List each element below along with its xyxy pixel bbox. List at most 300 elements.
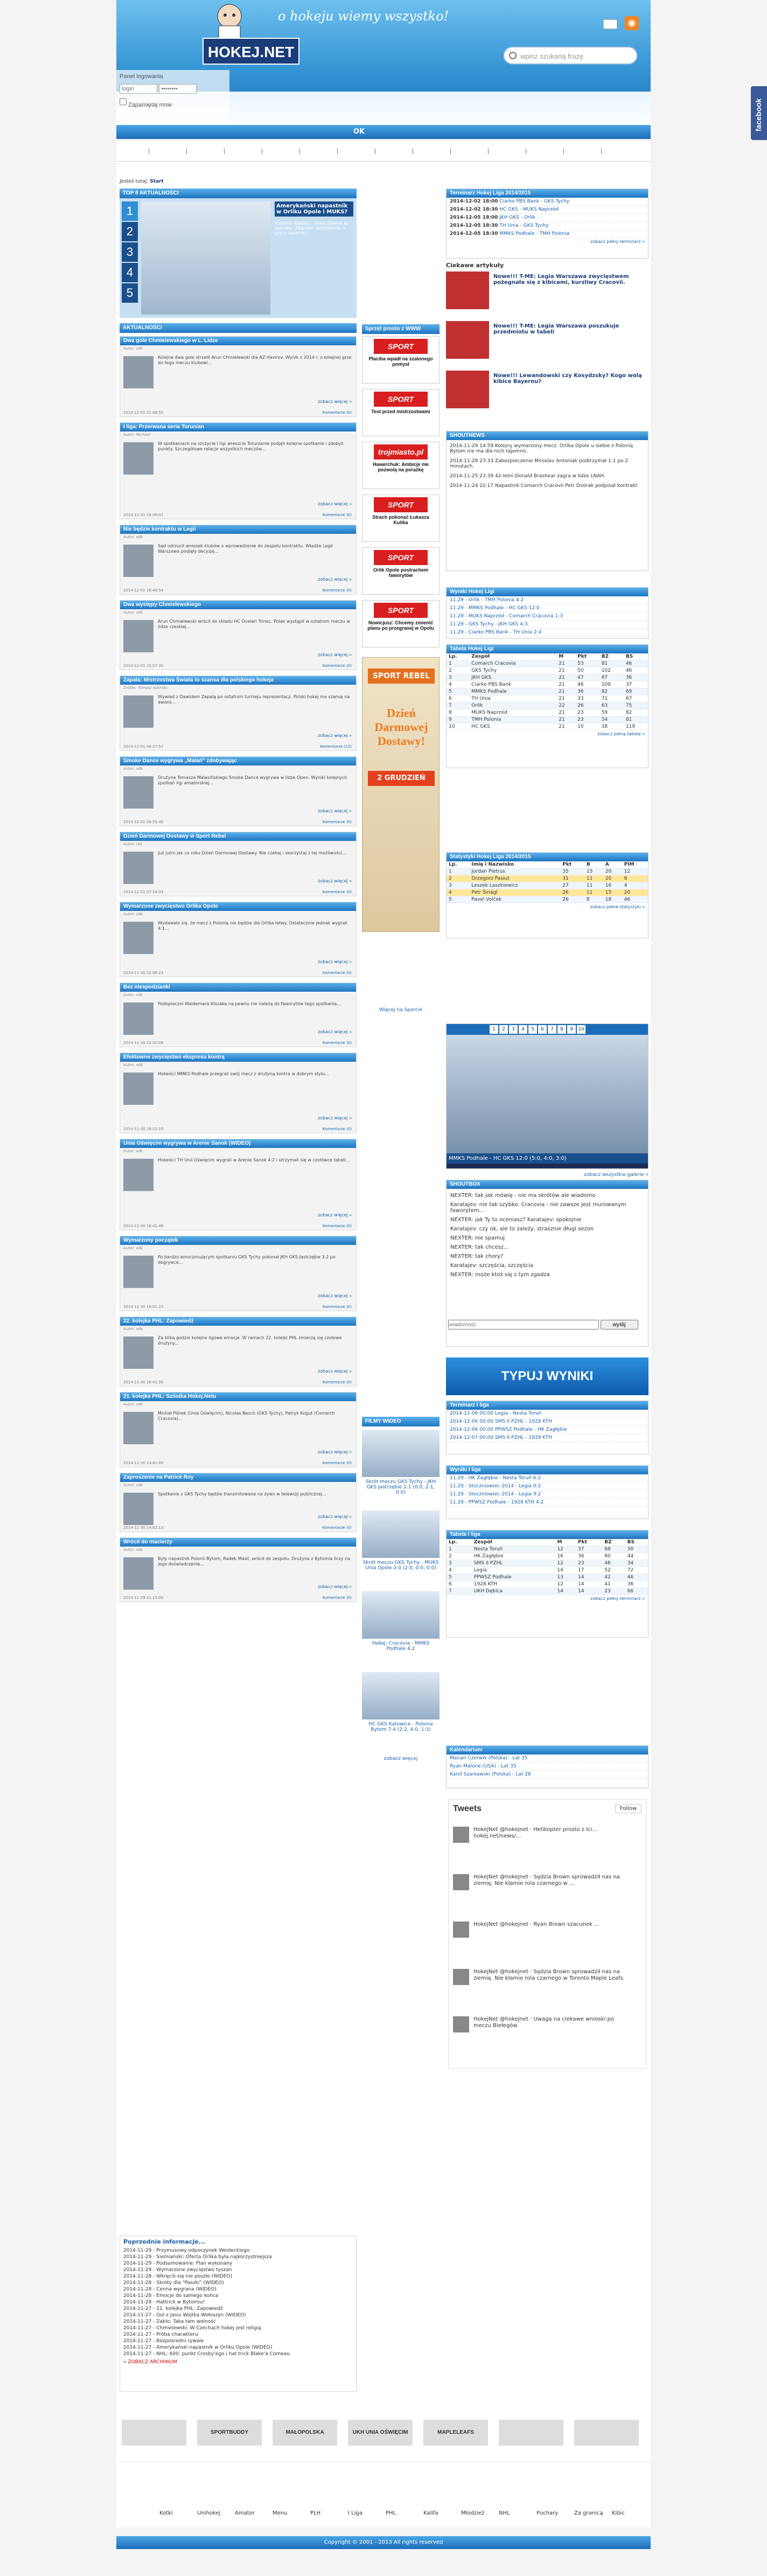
footer-nav-item[interactable]: Kalifa bbox=[423, 2510, 438, 2516]
news-comments-link[interactable]: Komentarze (0) bbox=[322, 1526, 352, 1530]
l1-result-row[interactable]: 11.29 - Stoczniowiec 2014 - Legia 9:2 bbox=[447, 1491, 648, 1499]
schedule-row[interactable] bbox=[447, 230, 648, 238]
remember-checkbox[interactable] bbox=[120, 97, 127, 107]
more-videos-link[interactable]: zobacz więcej bbox=[384, 1756, 418, 1762]
news-date: 2014-12-01 06:55:40 bbox=[123, 820, 164, 824]
news-comments-link[interactable]: Komentarze (0) bbox=[322, 664, 352, 668]
news-comments-link[interactable]: Komentarze (0) bbox=[322, 1127, 352, 1131]
archive-item[interactable]: 2014-11-28 - Cenna wygrana (WIDEO) bbox=[123, 2287, 217, 2292]
scorer-row[interactable] bbox=[447, 896, 648, 903]
result-row[interactable]: 11.29 - MMKS Podhale - HC GKS 12:0 bbox=[447, 604, 648, 612]
news-footer bbox=[123, 1461, 352, 1465]
table-cell: 41 bbox=[602, 1581, 625, 1588]
news-meta: Autor: xdk bbox=[123, 1548, 143, 1552]
tweet-avatar[interactable] bbox=[453, 1827, 469, 1843]
schedule-date: 2014-12-05 18:30 bbox=[450, 231, 498, 236]
news-title[interactable]: Dzień Darmowej Dostawy w Sport Rebel bbox=[120, 832, 356, 841]
full-table-link[interactable]: zobacz pełną tabelę » bbox=[597, 732, 645, 736]
table-row[interactable] bbox=[447, 709, 648, 716]
password-field[interactable] bbox=[159, 84, 197, 94]
table-cell: 69 bbox=[624, 688, 648, 695]
table-cell: 34 bbox=[625, 1560, 648, 1567]
news-comments-link[interactable]: Komentarze (0) bbox=[322, 820, 352, 824]
news-title[interactable]: Wymarzone zwycięstwo Orlika Opole bbox=[120, 902, 356, 911]
calendar-row[interactable]: Karol Szaniawski (Polska) - Lat 28 bbox=[447, 1771, 648, 1779]
news-title[interactable]: Dwa gole Chmielewskiego w L. Lidze bbox=[120, 337, 356, 345]
article-thumbnail[interactable] bbox=[446, 371, 489, 408]
ad-tile[interactable] bbox=[362, 600, 440, 648]
news-title[interactable]: Wrócił do macierzy bbox=[120, 1538, 356, 1547]
ad-tile[interactable] bbox=[362, 336, 440, 384]
news-thumbnail[interactable] bbox=[123, 545, 154, 577]
l1-result-row[interactable]: 11.29 - PPWSZ Podhale - 1928 KTH 4:2 bbox=[447, 1499, 648, 1507]
login-ok-button[interactable]: OK bbox=[353, 128, 365, 136]
news-title[interactable]: I liga: Przerwana seria Torunian bbox=[120, 423, 356, 431]
l1-schedule-row[interactable]: 2014-12-06 00:00 Legia - Nesta Toruń bbox=[447, 1410, 648, 1418]
table-cell: 30 bbox=[625, 1546, 648, 1553]
ad-tile[interactable] bbox=[362, 495, 440, 542]
calendar-list bbox=[447, 1755, 648, 1779]
news-comments-link[interactable]: Komentarze (0) bbox=[322, 1224, 352, 1228]
news-thumbnail[interactable] bbox=[123, 852, 154, 884]
news-more-link[interactable]: zobacz więcej » bbox=[318, 1116, 352, 1120]
footer-nav-item[interactable]: PHL bbox=[386, 2510, 396, 2516]
tweet[interactable] bbox=[453, 1921, 642, 1965]
footer-nav-item[interactable]: Za granicą bbox=[574, 2510, 603, 2516]
news-date: 2014-12-01 08:37:57 bbox=[123, 744, 164, 749]
breadcrumb-current[interactable]: Start bbox=[150, 179, 164, 184]
partner-logo[interactable] bbox=[574, 2420, 639, 2446]
table-cell: 46 bbox=[624, 660, 648, 667]
partner-logo[interactable]: MAŁOPOLSKA bbox=[273, 2420, 337, 2446]
archive-item[interactable]: 2014-11-27 - 21. kolejka PHL: Zapowiedź bbox=[123, 2306, 223, 2312]
table-cell: 8 bbox=[584, 896, 603, 903]
table-cell: 21 bbox=[556, 723, 575, 730]
scorer-row[interactable] bbox=[447, 882, 648, 889]
video-caption[interactable]: Skrót meczu GKS Tychy - MUKS Unia Opole 2:0 (2:0, 0:0, 0:0) bbox=[362, 1560, 439, 1571]
l1-table-row[interactable] bbox=[447, 1567, 648, 1574]
promo-headline: Dzień Darmowej Dostawy! bbox=[374, 706, 428, 748]
table-row[interactable] bbox=[447, 702, 648, 709]
l1-schedule-row[interactable]: 2014-12-07 00:00 SMS II PZHL - 1928 KTH bbox=[447, 1434, 648, 1442]
archive-item[interactable]: 2014-11-27 - NHL: 600. punkt Crosby'ego i hat trick Blake'a Comeau bbox=[123, 2351, 290, 2357]
news-title[interactable]: Smoke Dance wygrywa „Malań” zdobywając bbox=[120, 757, 356, 765]
table-cell: 75 bbox=[624, 702, 648, 709]
footer-nav-item[interactable]: Menu bbox=[273, 2510, 288, 2516]
table-cell: 26 bbox=[575, 702, 599, 709]
archive-item[interactable]: 2014-11-29 - Podsumowanie: Plan wykonany bbox=[123, 2261, 233, 2266]
news-comments-link[interactable]: Komentarze (0) bbox=[322, 890, 352, 894]
news-comments-link[interactable]: Komentarze (0) bbox=[322, 513, 352, 517]
archive-list bbox=[120, 2247, 356, 2357]
news-more-link[interactable]: zobacz więcej » bbox=[318, 733, 352, 738]
table-cell: 81 bbox=[599, 660, 624, 667]
news-title[interactable]: Wymarzony początek bbox=[120, 1236, 356, 1245]
l1-table-row[interactable] bbox=[447, 1553, 648, 1560]
news-comments-link[interactable]: Komentarze (0) bbox=[322, 1596, 352, 1600]
shoutnews-item[interactable]: 2014-11-29 14:59 Kolejny wymarzony mecz. Orlika Opole u siebie z Polonią Bytom nie ma dla nich tajemnic. bbox=[450, 443, 633, 454]
shoutnews-item[interactable]: 2014-11-25 23:39 42-letni Donald Brashear zagra w lidze LNAH. bbox=[450, 474, 605, 479]
news-title[interactable]: Nie będzie kontraktu w Legii bbox=[120, 525, 356, 534]
news-comments-link[interactable]: Komentarze (0) bbox=[322, 1461, 352, 1465]
tweet[interactable] bbox=[453, 2016, 642, 2059]
video-caption[interactable]: Skrót meczu GKS Tychy - JKH GKS Jastrzębie 2:1 (0:0, 2:1, 0:0) bbox=[365, 1479, 436, 1495]
news-more-link[interactable]: zobacz więcej » bbox=[318, 1514, 352, 1519]
table-row[interactable] bbox=[447, 688, 648, 695]
tweet-text: HokejNet @hokejnet · Uwaga na ciekawe wnioski po meczu Biełegów bbox=[473, 2016, 614, 2029]
partner-logo[interactable] bbox=[499, 2420, 563, 2446]
news-date: 2014-11-30 14:41:00 bbox=[123, 1461, 164, 1465]
table-row[interactable] bbox=[447, 681, 648, 688]
news-thumbnail[interactable] bbox=[123, 1256, 154, 1288]
table-cell: 3 bbox=[447, 674, 469, 681]
l1-schedule-row[interactable]: 2014-12-06 00:00 PPWSZ Podhale - HK Zagłębie bbox=[447, 1426, 648, 1434]
tweet-avatar[interactable] bbox=[453, 1874, 469, 1890]
l1-table-row[interactable] bbox=[447, 1581, 648, 1588]
archive-item[interactable]: 2014-11-29 - Siemiański: Oferta Orlika była najkorzystniejsza bbox=[123, 2254, 272, 2260]
promo-banner[interactable] bbox=[362, 657, 440, 932]
table-cell: 46 bbox=[622, 896, 648, 903]
news-item bbox=[120, 902, 357, 977]
news-title[interactable]: Dwa występy Chmielewskiego bbox=[120, 601, 356, 609]
gallery-pagination bbox=[447, 1024, 648, 1035]
top8-number[interactable]: 4 bbox=[122, 263, 138, 282]
news-meta: Autor: xdk bbox=[123, 610, 143, 615]
news-meta: Autor: xdk bbox=[123, 993, 143, 997]
table-row[interactable] bbox=[447, 667, 648, 674]
calendar-row[interactable]: Ryan Malone (USA) - Lat 35 bbox=[447, 1763, 648, 1771]
top8-photo[interactable] bbox=[141, 201, 270, 315]
result-row[interactable]: 11.29 - Ciarko PBS Bank - TH Unia 2:4 bbox=[447, 629, 648, 637]
table-cell: 50 bbox=[575, 667, 599, 674]
result-row[interactable]: 11.29 - Orlik - TMH Polonia 4:2 bbox=[447, 596, 648, 604]
table-row[interactable] bbox=[447, 695, 648, 702]
l1-table-row[interactable] bbox=[447, 1588, 648, 1595]
mail-icon[interactable] bbox=[603, 19, 617, 29]
news-comments-link[interactable]: Komentarze (0) bbox=[322, 1041, 352, 1045]
article-thumbnail[interactable] bbox=[446, 271, 489, 309]
news-footer bbox=[123, 513, 352, 517]
shoutbox-input[interactable] bbox=[448, 1320, 599, 1329]
news-thumbnail[interactable] bbox=[123, 776, 154, 809]
article-link[interactable]: Nowe!!! T-ME: Legia Warszawa zwycięstwem pożegnała się z kibicami, kurzliwy Cracovii. bbox=[493, 274, 629, 286]
footer-nav-item[interactable]: I Liga bbox=[348, 2510, 362, 2516]
news-thumbnail[interactable] bbox=[123, 1412, 154, 1444]
news-date: 2014-11-30 18:52:19 bbox=[123, 1127, 164, 1131]
table-row[interactable] bbox=[447, 716, 648, 723]
archive-item[interactable]: 2014-11-27 - Amerykański napastnik w Orliku Opole (WIDEO) bbox=[123, 2345, 273, 2350]
table-cell: 71 bbox=[599, 695, 624, 702]
top8-number[interactable]: 3 bbox=[122, 242, 138, 262]
news-item bbox=[120, 1236, 357, 1311]
l1-result-row[interactable]: 11.29 - HK Zagłębie - Nesta Toruń 6:2 bbox=[447, 1474, 648, 1482]
schedule-row[interactable] bbox=[447, 222, 648, 230]
table-row[interactable] bbox=[447, 723, 648, 730]
footer-nav-item[interactable]: Puchary bbox=[536, 2510, 559, 2516]
news-date: 2014-12-01 18:46:54 bbox=[123, 588, 164, 593]
gallery-page[interactable]: 5 bbox=[528, 1025, 537, 1034]
top8-number[interactable]: 2 bbox=[122, 222, 138, 241]
news-title[interactable]: 22. kolejka PHL: Zapowiedź bbox=[120, 1317, 356, 1326]
video-thumbnail[interactable] bbox=[362, 1510, 440, 1558]
schedule-date: 2014-12-05 18:00 bbox=[450, 215, 498, 220]
ad-caption: Test przed mistrzostwami bbox=[371, 409, 430, 414]
l1-table-row[interactable] bbox=[447, 1574, 648, 1581]
scorer-row[interactable] bbox=[447, 868, 648, 875]
news-more-link[interactable]: zobacz więcej » bbox=[318, 1213, 352, 1217]
footer-nav-item[interactable]: Kibic bbox=[612, 2510, 625, 2516]
table-cell: 36 bbox=[576, 1553, 602, 1560]
l1-schedule-row[interactable]: 2014-12-06 00:00 SMS II PZHL - 1928 KTH bbox=[447, 1418, 648, 1426]
footer-nav-item[interactable]: NHL bbox=[499, 2510, 510, 2516]
table-cell: 87 bbox=[599, 674, 624, 681]
footer-nav-item[interactable]: Unihokej bbox=[197, 2510, 221, 2516]
full-schedule-link[interactable]: zobacz pełny terminarz » bbox=[590, 239, 645, 244]
chat-message: NEXTER: tak chory? bbox=[450, 1254, 504, 1259]
news-more-link[interactable]: zobacz więcej » bbox=[318, 1450, 352, 1454]
news-excerpt: Hokeiści MMKS Podhale przegrali swój mecz z drużyną kontra w dobrym stylu... bbox=[158, 1071, 329, 1076]
facebook-tab[interactable] bbox=[751, 86, 767, 140]
scorer-row[interactable] bbox=[447, 875, 648, 882]
news-title[interactable]: Zaproszenie na Patrick Roy bbox=[120, 1473, 356, 1482]
schedule-row[interactable] bbox=[447, 198, 648, 206]
news-more-link[interactable]: zobacz więcej » bbox=[318, 809, 352, 813]
news-title[interactable]: Bez niespodzianki bbox=[120, 983, 356, 992]
news-more-link[interactable]: zobacz więcej » bbox=[318, 399, 352, 404]
news-thumbnail[interactable] bbox=[123, 1557, 154, 1590]
news-more-link[interactable]: zobacz więcej » bbox=[318, 577, 352, 582]
gallery-page[interactable]: 1 bbox=[490, 1025, 498, 1034]
shoutnews-item[interactable]: 2014-11-28 23:33 Zabezpieczenie Miroslav Antoniak podtrzymał 1:1 po 2 minutach. bbox=[450, 458, 629, 469]
news-thumbnail[interactable] bbox=[123, 442, 154, 475]
table-cell: 37 bbox=[624, 681, 648, 688]
archive-item[interactable]: 2014-11-28 - Hattrick w Bytomiu! bbox=[123, 2300, 205, 2305]
video-caption[interactable]: HC GKS Katowice - Polonia Bytom 7:4 (2:2, 4:0, 1:3) bbox=[368, 1722, 433, 1732]
news-date: 2014-11-30 16:01:23 bbox=[123, 1305, 164, 1309]
article-thumbnail[interactable] bbox=[446, 321, 489, 359]
site-logo[interactable]: HOKEJ.NET bbox=[203, 38, 299, 65]
news-comments-link[interactable]: Komentarze (0) bbox=[322, 1380, 352, 1384]
news-comments-link[interactable]: Komentarze (12) bbox=[320, 744, 352, 749]
news-date: 2014-11-30 14:02:13 bbox=[123, 1526, 164, 1530]
rss-icon[interactable]: ◉ bbox=[625, 16, 639, 30]
news-comments-link[interactable]: Komentarze (0) bbox=[322, 588, 352, 593]
partner-logos bbox=[116, 2413, 651, 2456]
schedule-row[interactable] bbox=[447, 206, 648, 214]
twitter-widget bbox=[448, 1799, 646, 2069]
login-field[interactable] bbox=[120, 84, 157, 94]
gallery-box bbox=[446, 1024, 649, 1169]
mid-more-link[interactable]: Więcej na Sporcie bbox=[379, 1007, 423, 1013]
scorer-row[interactable] bbox=[447, 889, 648, 896]
news-excerpt: Wywiad z Dawidem Zapalą po ostatnim turnieju reprezentacji. Polski hokej ma szansę na awans... bbox=[158, 694, 350, 705]
footer-nav bbox=[116, 2463, 651, 2528]
gallery-page[interactable]: 4 bbox=[519, 1025, 527, 1034]
news-more-link[interactable]: zobacz więcej » bbox=[318, 1584, 352, 1589]
gallery-page[interactable]: 8 bbox=[557, 1025, 566, 1034]
shoutnews-item[interactable]: 2014-11-24 22:17 Napastnik Comarch Cracovii Petr Dvorak podpisał kontrakt bbox=[450, 483, 638, 489]
l1-result-row[interactable]: 11.29 - Stoczniowiec 2014 - Legia 0:2 bbox=[447, 1482, 648, 1491]
gallery-page[interactable]: 7 bbox=[548, 1025, 556, 1034]
news-excerpt: Podopieczni Waldemara Klisiaka na pewno nie należą do faworytów tego spotkania... bbox=[158, 1001, 341, 1006]
news-comments-link[interactable]: Komentarze (0) bbox=[322, 410, 352, 415]
news-more-link[interactable]: zobacz więcej » bbox=[318, 652, 352, 657]
news-meta: Autor: xdk bbox=[123, 1327, 143, 1331]
ad-tile[interactable] bbox=[362, 547, 440, 595]
gallery-page[interactable]: 6 bbox=[538, 1025, 547, 1034]
news-more-link[interactable]: zobacz więcej » bbox=[318, 879, 352, 883]
table-row[interactable] bbox=[447, 674, 648, 681]
table-cell: 36 bbox=[625, 1581, 648, 1588]
l1-table-row[interactable] bbox=[447, 1546, 648, 1553]
ad-tile[interactable] bbox=[362, 442, 440, 489]
search-input[interactable] bbox=[503, 46, 638, 65]
news-more-link[interactable]: zobacz więcej » bbox=[318, 1369, 352, 1374]
nav-divider bbox=[224, 149, 225, 154]
partner-logo[interactable]: SPORTBUDDY bbox=[197, 2420, 262, 2446]
gallery-page[interactable]: 2 bbox=[499, 1025, 508, 1034]
table-cell: 66 bbox=[625, 1588, 648, 1595]
tweet-avatar[interactable] bbox=[453, 1921, 469, 1938]
archive-item[interactable]: 2014-11-27 - Próba charakteru bbox=[123, 2332, 198, 2337]
archive-item[interactable]: 2014-11-27 - Zaklo: Taka tam wolność bbox=[123, 2319, 216, 2324]
archive-item[interactable]: 2014-11-28 - Skróty dla "Paszki" (WIDEO) bbox=[123, 2280, 224, 2286]
calendar-row[interactable]: Marian Czerwik (Polska) - Lat 35 bbox=[447, 1755, 648, 1763]
result-row[interactable]: 11.29 - GKS Tychy - JKH GKS 4:3 bbox=[447, 621, 648, 629]
archive-item[interactable]: 2014-11-28 - Emocje do samego końca bbox=[123, 2293, 219, 2299]
news-thumbnail[interactable] bbox=[123, 695, 154, 728]
news-excerpt: Michał Piórek (Unia Oświęcim), Nicolas Besch (GKS Tychy), Patryk Kogut (Comarch Cracovia)... bbox=[158, 1411, 335, 1421]
top8-headline[interactable]: Amerykański napastnik w Orliku Opole i MUKS? bbox=[275, 201, 353, 217]
table-cell: 54 bbox=[599, 716, 624, 723]
tweet[interactable] bbox=[453, 1874, 642, 1917]
table-cell: 53 bbox=[575, 660, 599, 667]
table-cell: Grzegorz Pasiut bbox=[469, 875, 560, 882]
full-stats-link[interactable]: zobacz pełne statystyki » bbox=[590, 904, 645, 909]
archive-item[interactable]: 2014-11-29 - Przymusowy odpoczynek Weideckiego bbox=[123, 2248, 250, 2253]
table-cell: 12 bbox=[555, 1581, 576, 1588]
schedule-date: 2014-12-05 18:30 bbox=[450, 223, 498, 228]
table-row[interactable] bbox=[447, 660, 648, 667]
nav-divider bbox=[601, 149, 602, 154]
result-row[interactable]: 11.29 - MUKS Naprzód - Comarch Cracovia 1:3 bbox=[447, 612, 648, 621]
table-cell: 5 bbox=[447, 1574, 472, 1581]
gallery-page[interactable]: 9 bbox=[567, 1025, 576, 1034]
news-item bbox=[120, 1317, 357, 1387]
remember-label: Zapamiętaj mnie bbox=[128, 102, 172, 108]
news-thumbnail[interactable] bbox=[123, 1493, 154, 1525]
follow-button[interactable]: Follow bbox=[615, 1804, 642, 1813]
footer-nav-item[interactable]: Kotki bbox=[159, 2510, 173, 2516]
table-cell: 21 bbox=[556, 695, 575, 702]
table-cell: 20 bbox=[622, 889, 648, 896]
news-thumbnail[interactable] bbox=[123, 356, 154, 388]
archive-link[interactable]: » ZOBACZ ARCHIWUM bbox=[123, 2359, 178, 2365]
partner-logo[interactable]: MAPLELEAFS bbox=[423, 2420, 488, 2446]
schedule-row[interactable] bbox=[447, 214, 648, 222]
footer-nav-item[interactable]: Amator bbox=[235, 2510, 255, 2516]
table-cell: 37 bbox=[576, 1546, 602, 1553]
gallery-more-link[interactable]: zobacz wszystkie galerie » bbox=[584, 1172, 649, 1178]
table-cell: 36 bbox=[624, 674, 648, 681]
footer-nav-item[interactable]: Młodzież bbox=[461, 2510, 485, 2516]
table-cell: 46 bbox=[602, 1560, 625, 1567]
gallery-caption[interactable]: MMKS Podhale - HC GKS 12:0 (5:0, 4:0, 3:0) bbox=[447, 1153, 648, 1164]
news-title[interactable]: Zapala: Mistrzostwa Świata to szansa dla polskiego hokeja bbox=[120, 676, 356, 685]
news-footer bbox=[123, 1041, 352, 1045]
l1-schedule-title: Terminarz I liga bbox=[447, 1401, 648, 1410]
news-thumbnail[interactable] bbox=[123, 620, 154, 652]
tweet-avatar[interactable] bbox=[453, 1969, 469, 1985]
tweet[interactable] bbox=[453, 1827, 642, 1870]
ad-tile[interactable] bbox=[362, 389, 440, 436]
news-date: 2014-12-01 21:08:55 bbox=[123, 410, 164, 415]
archive-item[interactable]: 2014-11-29 - Wymarzone zwycięstwo tyszan bbox=[123, 2267, 232, 2273]
table-cell: 21 bbox=[556, 709, 575, 716]
typuj-banner[interactable]: TYPUJ WYNIKI bbox=[446, 1357, 649, 1395]
news-thumbnail[interactable] bbox=[123, 1002, 154, 1035]
table-cell: 16 bbox=[603, 882, 622, 889]
tweet-avatar[interactable] bbox=[453, 2016, 469, 2032]
footer-nav-item[interactable]: PLH bbox=[310, 2510, 321, 2516]
tweet[interactable] bbox=[453, 1969, 642, 2012]
l1-table-row[interactable] bbox=[447, 1560, 648, 1567]
table-cell: JKH GKS bbox=[469, 674, 556, 681]
table-cell: 14 bbox=[576, 1588, 602, 1595]
news-more-link[interactable]: zobacz więcej » bbox=[318, 959, 352, 964]
l1-schedule-box bbox=[446, 1401, 649, 1454]
archive-item[interactable]: 2014-11-28 - Wkręcili się nie poszło (WIDEO) bbox=[123, 2274, 232, 2279]
archive-item[interactable]: 2014-11-27 - Chmielewski: W Czechach hokej jest religią bbox=[123, 2326, 261, 2331]
archive-item[interactable]: 2014-11-27 - Bezpośredni rywale bbox=[123, 2338, 204, 2344]
video-caption[interactable]: Hokej: Cracovia - MMKS Podhale 4:2 bbox=[372, 1641, 430, 1652]
news-more-link[interactable]: zobacz więcej » bbox=[318, 502, 352, 506]
gallery-photo[interactable] bbox=[447, 1035, 648, 1153]
shoutbox-send-button[interactable]: wyślij bbox=[601, 1320, 638, 1329]
partner-logo[interactable] bbox=[122, 2420, 186, 2446]
news-thumbnail[interactable] bbox=[123, 922, 154, 954]
news-more-link[interactable]: zobacz więcej » bbox=[318, 1293, 352, 1298]
l1-table-box bbox=[446, 1530, 649, 1638]
article-link[interactable]: Nowe!!! Lewandowski czy Kosydzsky? Kogo wolą kibice Bayernu? bbox=[493, 373, 642, 385]
news-thumbnail[interactable] bbox=[123, 1336, 154, 1369]
news-meta: Autor: rzd bbox=[123, 842, 142, 846]
news-comments-link[interactable]: Komentarze (0) bbox=[322, 971, 352, 975]
table-header-cell: BZ bbox=[602, 1539, 625, 1546]
video-thumbnail[interactable] bbox=[362, 1672, 440, 1719]
l1-full-link[interactable]: zobacz pełny terminarz » bbox=[590, 1596, 645, 1601]
article-link[interactable]: Nowe!!! T-ME: Legia Warszawa poszukuje przedmiotu w tabeli bbox=[493, 323, 619, 335]
video-thumbnail[interactable] bbox=[362, 1430, 440, 1477]
partner-logo[interactable]: UKH UNIA OŚWIĘCIM bbox=[348, 2420, 413, 2446]
archive-item[interactable]: 2014-11-27 - Gol z Jasiu Wojtka Wołoszyn (WIDEO) bbox=[123, 2313, 246, 2318]
video-thumbnail[interactable] bbox=[362, 1591, 440, 1639]
news-title[interactable]: Unia Oświęcim wygrywa w Arenie Sanok (WIDEO) bbox=[120, 1139, 356, 1148]
top8-number[interactable]: 5 bbox=[122, 283, 138, 303]
top8-number[interactable]: 1 bbox=[122, 201, 138, 221]
news-title[interactable]: Efektowne zwycięstwo ekspresu kontrą bbox=[120, 1053, 356, 1062]
gallery-page[interactable]: 3 bbox=[509, 1025, 518, 1034]
gallery-page[interactable]: 10 bbox=[577, 1025, 585, 1034]
news-comments-link[interactable]: Komentarze (0) bbox=[322, 1305, 352, 1309]
news-thumbnail[interactable] bbox=[123, 1073, 154, 1105]
news-more-link[interactable]: zobacz więcej » bbox=[318, 1029, 352, 1034]
news-footer bbox=[123, 1127, 352, 1131]
archive-title: Poprzednie informacje... bbox=[123, 2238, 206, 2245]
news-thumbnail[interactable] bbox=[123, 1159, 154, 1191]
news-title[interactable]: 21. kolejka PHL: Szóstka Hokej.Netu bbox=[120, 1393, 356, 1401]
table-header-cell: BS bbox=[625, 1539, 648, 1546]
